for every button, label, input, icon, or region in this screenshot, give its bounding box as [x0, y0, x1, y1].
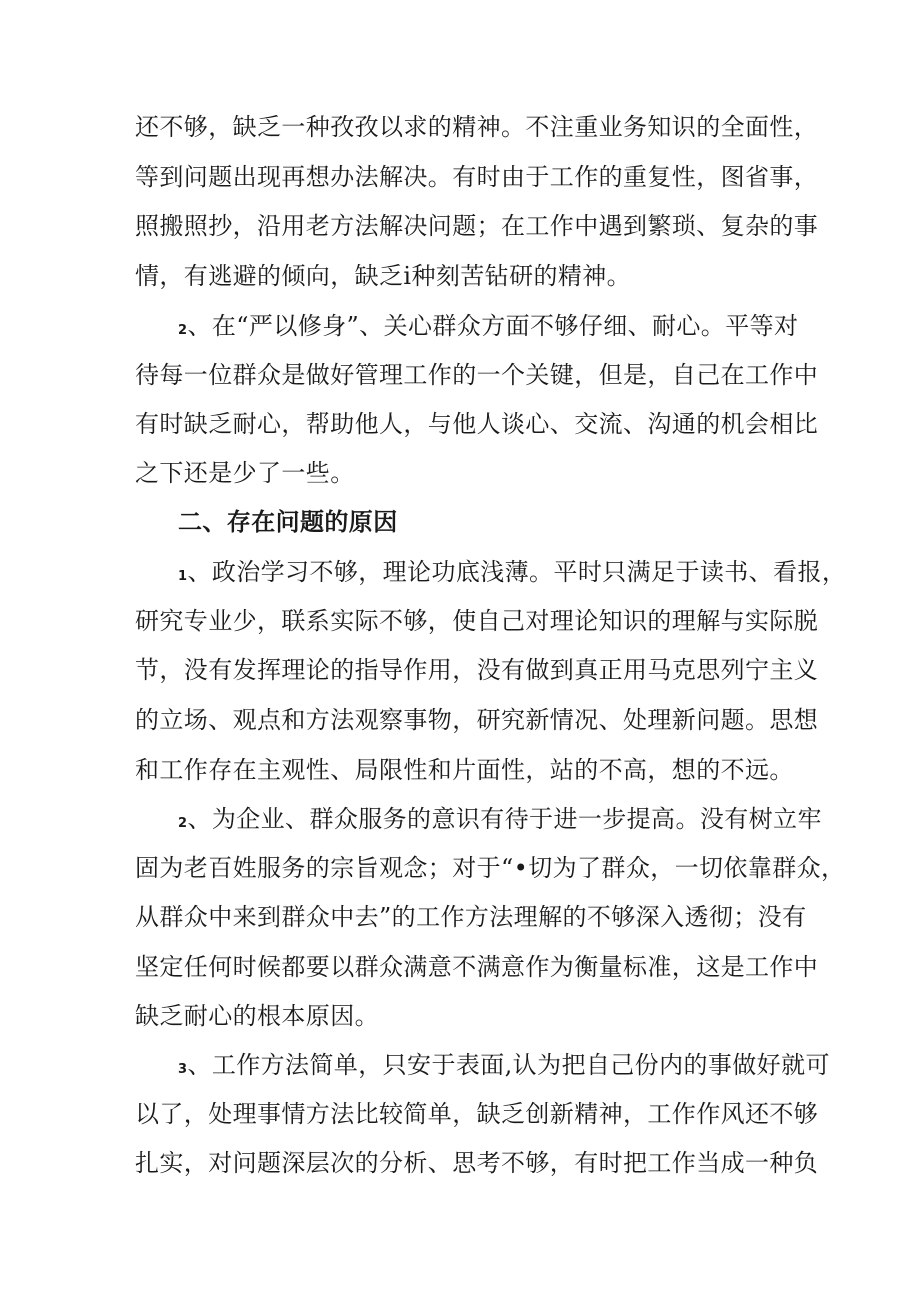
text-line: 等到问题出现再想办法解决。有时由于工作的重复性，图省事，: [135, 163, 819, 191]
item-number: 3: [178, 1062, 188, 1077]
text-line: 情，有逃避的倾向，缺乏i种刻苦钻研的精神。: [135, 262, 632, 290]
text-line: [0, 306, 920, 346]
text-line: [0, 799, 920, 839]
text-line: 研究专业少，联系实际不够，使自己对理论知识的理解与实际脱: [135, 607, 819, 635]
text-line: 坚定任何时候都要以群众满意不满意作为衡量标准，这是工作中: [135, 953, 819, 981]
text-line: [0, 552, 920, 592]
item-number: 2: [178, 323, 188, 338]
text-line: 待每一位群众是做好管理工作的一个关键，但是，自己在工作中: [135, 361, 819, 389]
text-line: 照搬照抄，沿用老方法解决问题；在工作中遇到繁琐、复杂的事: [135, 212, 819, 240]
text-span: 、政治学习不够，理论功底浅薄。平时只满足于读书、看报，: [187, 558, 847, 586]
text-line: 节，没有发挥理论的指导作用，没有做到真正用马克思列宁主义: [135, 656, 819, 684]
text-line: 有时缺乏耐心，帮助他人，与他人谈心、交流、沟通的机会相比: [135, 410, 819, 438]
text-span: 、工作方法简单，只安于表面,认为把自己份内的事做好就可: [187, 1051, 830, 1079]
text-line: 固为老百姓服务的宗旨观念；对于“•切为了群众，一切依靠群众，: [135, 854, 846, 882]
text-line: 缺乏耐心的根本原因。: [135, 1002, 379, 1030]
text-line: 还不够，缺乏一种孜孜以求的精神。不注重业务知识的全面性，: [135, 113, 819, 141]
text-line: 从群众中来到群众中去”的工作方法理解的不够深入透彻；没有: [135, 903, 807, 931]
text-line: 以了，处理事情方法比较简单，缺乏创新精神，工作作风还不够: [135, 1100, 819, 1128]
text-line: 之下还是少了一些。: [135, 459, 355, 487]
text-line: 和工作存在主观性、局限性和片面性，站的不高，想的不远。: [135, 756, 794, 784]
text-span: 、在“严以修身”、关心群众方面不够仔细、耐心。平等对: [187, 312, 799, 340]
text-line: 扎实，对问题深层次的分析、思考不够，有时把工作当成一种负: [135, 1149, 819, 1177]
text-span: 、为企业、群众服务的意识有待于进一步提高。没有树立牢: [187, 805, 822, 833]
item-number: 2: [178, 816, 188, 831]
item-number: 1: [178, 569, 188, 584]
text-line: 的立场、观点和方法观察事物，研究新情况、处理新问题。思想: [135, 706, 819, 734]
text-line: [0, 1045, 920, 1085]
section-heading: 二、存在问题的原因: [178, 507, 398, 536]
